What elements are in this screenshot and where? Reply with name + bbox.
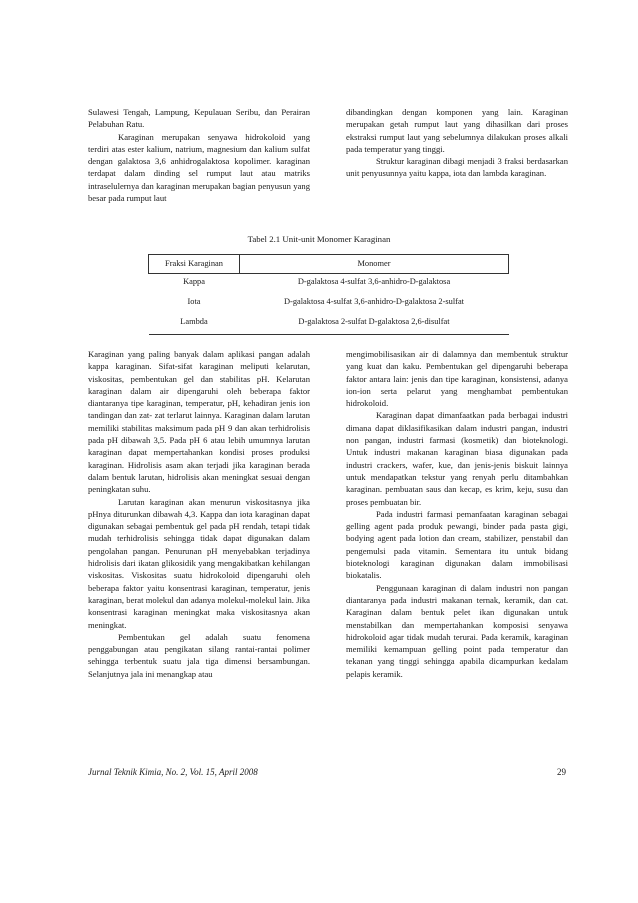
top-left-column [88, 106, 310, 204]
paragraph: Karaginan dapat dimanfaatkan pada berbagai industri dimana dapat diklasifikasikan dalam industri pangan, industri non pangan, industri farmasi (kosmetik) dan bioteknologi. Untuk industri makanan karaginan biasa digunakan pada industri crackers, wafer, kue, dan jenis-jenis biskuit lainnya untuk mendapatkan tekstur yang renyah perlu ditambahkan karaginan. pembuatan saus dan kecap, es krim, keju, susu dan proses pembuatan bir. [346, 410, 568, 507]
paragraph: Pembentukan gel adalah suatu fenomena penggabungan atau pengikatan silang rantai-rantai polimer sehingga terbentuk suatu jala tiga dimensi bersambungan. Selanjutnya jala ini menangkap atau [88, 631, 310, 679]
bottom-right-column [346, 348, 568, 680]
paragraph: Karaginan yang paling banyak dalam aplikasi pangan adalah kappa karaginan. Sifat-sifat karaginan meliputi kelarutan, viskositas, pembentukan gel dan stabilitas pH. Kelarutan karaginan dalam air dipengaruhi oleh beberapa faktor diantaranya tipe karaginan, temperatur, pH, kehadiran jenis ion tandingan dan zat- zat terlarut lainnya. Karaginan dalam larutan memiliki stabilitas maksimum pada pH 9 dan akan terhidrolisis pada pH dibawah 3,5. Pada pH 6 atau lebih umumnya larutan karaginan dapat mempertahankan kondisi proses produksi karaginan. Hidrolisis asam akan terjadi jika karaginan berada dalam bentuk larutan, hidrolisis akan meningkat sesuai dengan peningkatan suhu. [88, 349, 310, 495]
table-header-fraksi: Fraksi Karaginan [149, 255, 240, 274]
table-row [149, 314, 509, 335]
top-right-column [346, 106, 568, 180]
table-cell: D-galaktosa 2-sulfat D-galaktosa 2,6-disulfat [240, 314, 509, 335]
table-cell: Lambda [149, 314, 240, 335]
paragraph: Larutan karaginan akan menurun viskositasnya jika pHnya diturunkan dibawah 4,3. Kappa dan iota karaginan dapat digunakan sebagai pembentuk gel pada pH rendah, tetapi tidak mudah terhidrolisis sehingga tidak dapat digunakan dalam pengolahan pangan. Penurunan pH menyebabkan terjadinya hidrolisis dari ikatan glikosidik yang mengakibatkan kehilangan viskositas. Viskositas suatu hidrokoloid dipengaruhi oleh beberapa faktor yaitu konsentrasi karaginan, temperatur, jenis karaginan, berat molekul dan adanya molekul-molekul lain. Jika konsentrasi karaginan meningkat maka viskositasnya akan meningkat. [88, 496, 310, 630]
table-row [149, 294, 509, 314]
bottom-left-column [88, 348, 310, 680]
paragraph: Pada industri farmasi pemanfaatan karaginan sebagai gelling agent pada produk pewangi, binder pada pasta gigi, bodying agent pada lotion dan cream, stabilizer, penstabil dan pengemulsi pada vitamin. Sementara itu untuk bidang bioteknologi karaginan digunakan dalam immobilisasi biokatalis. [346, 508, 568, 581]
table-cell: Iota [187, 297, 201, 306]
page-number: 29 [557, 767, 566, 777]
table-header-row [149, 255, 509, 274]
table-header-monomer: Monomer [240, 255, 509, 274]
table-caption: Tabel 2.1 Unit-unit Monomer Karaginan [247, 234, 391, 244]
paragraph: dibandingkan dengan komponen yang lain. Karaginan merupakan getah rumput laut yang dihasilkan dari proses ekstraksi rumput laut yang sebelumnya dilakukan proses alkali pada temperatur yang tinggi. [346, 107, 568, 154]
paragraph: Karaginan merupakan senyawa hidrokoloid yang terdiri atas ester kalium, natrium, magnesium dan kalium sulfat dengan galaktosa 3,6 anhidrogalaktosa kopolimer. karaginan terdapat dalam dinding sel rumput laut atau matriks intraselulernya dan karaginan merupakan bagian penyusun yang besar pada rumput laut [88, 131, 310, 204]
table-cell: D-galaktosa 4-sulfat 3,6-anhidro-D-galaktosa 2-sulfat [283, 297, 464, 306]
paragraph: Sulawesi Tengah, Lampung, Kepulauan Seribu, dan Perairan Pelabuhan Ratu. [88, 107, 310, 130]
table-row [149, 274, 509, 295]
paragraph: Struktur karaginan dibagi menjadi 3 fraksi berdasarkan unit penyusunnya yaitu kappa, iota dan lambda karaginan. [346, 156, 568, 179]
table-cell: D-galaktosa 4-sulfat 3,6-anhidro-D-galaktosa [297, 277, 451, 286]
paragraph: Penggunaan karaginan di dalam industri non pangan diantaranya pada industri makanan ternak, keramik, dan cat. Karaginan dalam bentuk pelet ikan digunakan untuk menstabilkan dan mempertahankan komposisi senyawa hidrokoloid agar tidak mudah terurai. Pada keramik, karaginan memiliki kemampuan gelling point pada temperatur dan tekanan yang tinggi sehingga apabila dicampurkan kedalam pelapis keramik. [346, 582, 568, 679]
table-cell: Kappa [183, 277, 205, 286]
monomer-table [148, 254, 509, 335]
paragraph: mengimobilisasikan air di dalamnya dan membentuk struktur yang kuat dan kaku. Pembentukan gel dipengaruhi beberapa faktor antara lain: jenis dan tipe karaginan, konsistensi, adanya ion-ion serta pelarut yang menghambat pembentukan hidrokoloid. [346, 349, 568, 409]
footer-journal-citation: Jurnal Teknik Kimia, No. 2, Vol. 15, April 2008 [88, 767, 258, 777]
